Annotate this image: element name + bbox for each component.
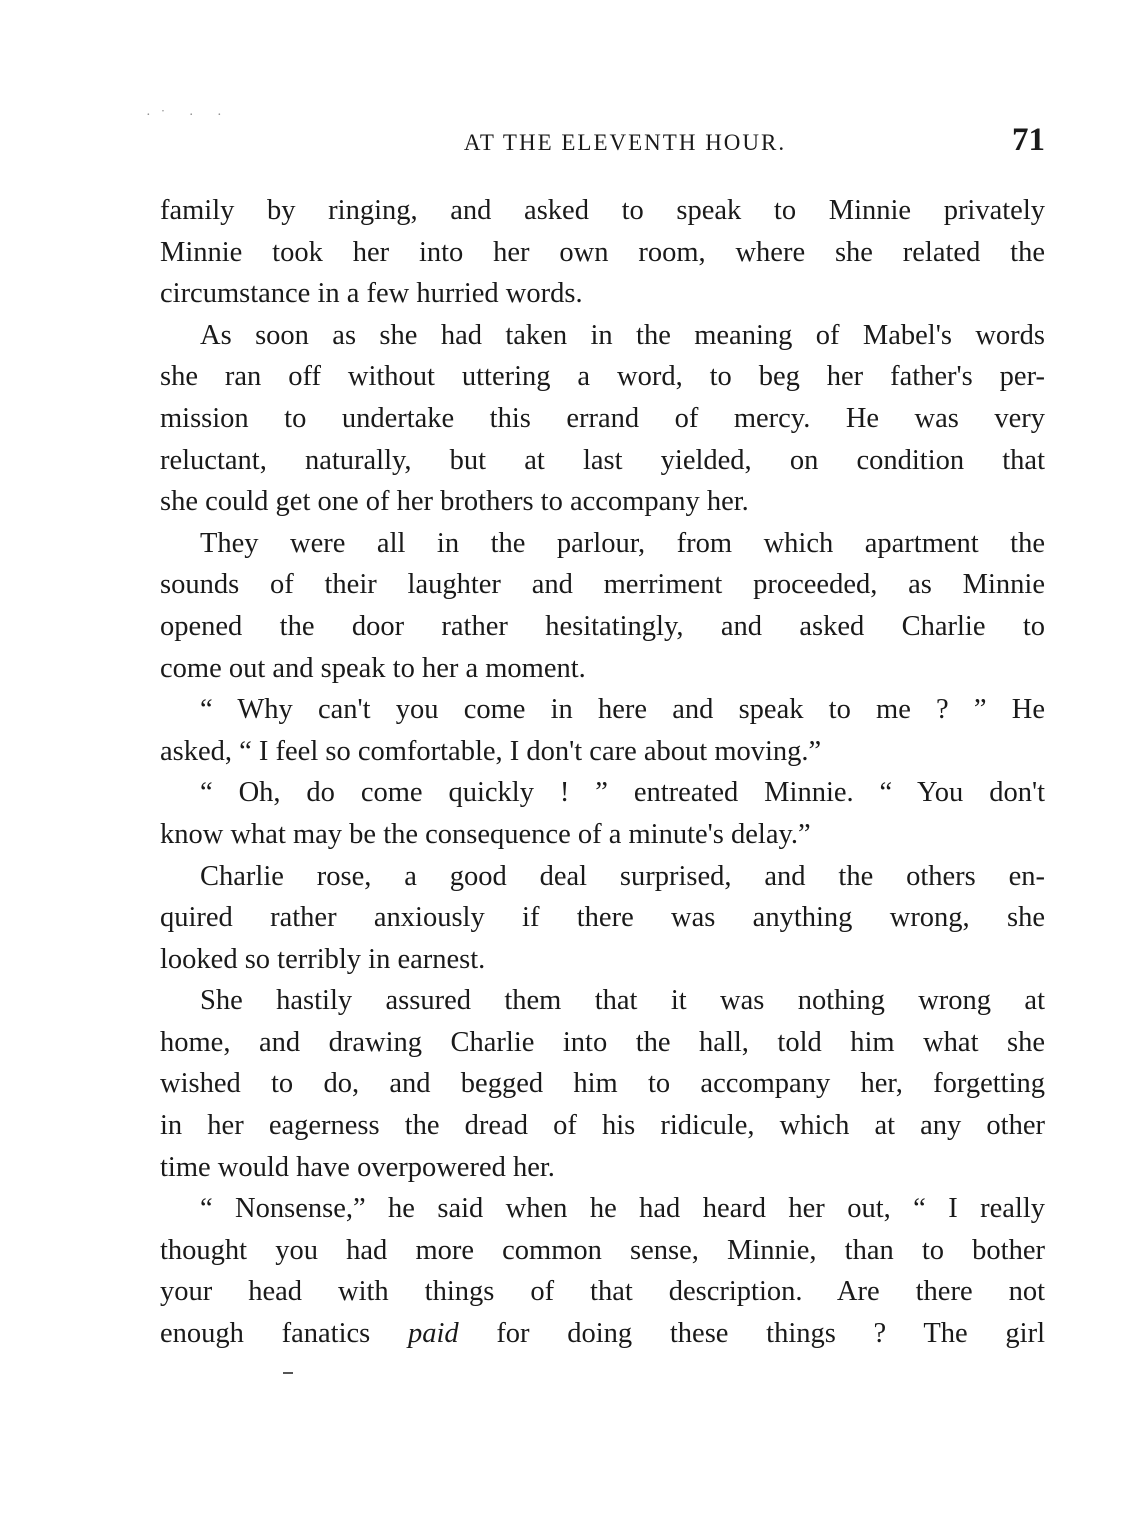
paragraph (160, 772, 1045, 855)
paragraph (160, 689, 1045, 772)
paragraph (160, 980, 1045, 1188)
text-line: wished to do, and begged him to accompany her, forgetting (160, 1068, 1045, 1100)
text-line: As soon as she had taken in the meaning of Mabel's words (200, 319, 1045, 351)
text-line: come out and speak to her a moment. (160, 652, 586, 684)
text-line: “ Oh, do come quickly ! ” entreated Minnie. “ You don't (200, 777, 1045, 809)
text-line: she could get one of her brothers to accompany her. (160, 486, 749, 518)
text-line: reluctant, naturally, but at last yielded, on condition that (160, 444, 1045, 476)
text-line: in her eagerness the dread of his ridicule, which at any other (160, 1110, 1045, 1142)
text-line (160, 1313, 1045, 1355)
text-run: for doing these things ? The girl (458, 1318, 1045, 1350)
text-line: They were all in the parlour, from which apartment the (200, 527, 1045, 559)
text-line: your head with things of that description. Are there not (160, 1276, 1045, 1308)
text-line: know what may be the consequence of a minute's delay.” (160, 818, 811, 850)
paragraph (160, 523, 1045, 689)
page-header (160, 122, 1045, 166)
scan-specks: ·˙ · · (146, 108, 232, 123)
text-line: time would have overpowered her. (160, 1151, 555, 1183)
text-line: Minnie took her into her own room, where she related the (160, 236, 1045, 268)
stray-mark (283, 1372, 293, 1374)
paragraph (160, 315, 1045, 523)
emphasis-word: paid (407, 1318, 459, 1350)
text-line: mission to undertake this errand of mercy. He was very (160, 402, 1045, 434)
paragraph (160, 1188, 1045, 1354)
running-head: AT THE ELEVENTH HOUR. (463, 130, 787, 155)
text-line: she ran off without uttering a word, to beg her father's per- (160, 361, 1045, 393)
text-line: sounds of their laughter and merriment proceeded, as Minnie (160, 569, 1045, 601)
paragraph (160, 190, 1045, 315)
text-line: “ Nonsense,” he said when he had heard her out, “ I really (200, 1193, 1045, 1225)
text-line: Charlie rose, a good deal surprised, and the others en- (200, 860, 1045, 892)
text-line: quired rather anxiously if there was anything wrong, she (160, 902, 1045, 934)
paragraph (160, 856, 1045, 981)
text-line: circumstance in a few hurried words. (160, 278, 583, 310)
text-line: thought you had more common sense, Minnie, than to bother (160, 1234, 1045, 1266)
body-text (160, 190, 1045, 1355)
page-number: 71 (1012, 122, 1045, 158)
text-run: enough fanatics (160, 1318, 408, 1350)
text-line: She hastily assured them that it was nothing wrong at (200, 985, 1045, 1017)
text-line: family by ringing, and asked to speak to Minnie privately (160, 195, 1045, 226)
text-line: asked, “ I feel so comfortable, I don't care about moving.” (160, 735, 822, 767)
text-line: opened the door rather hesitatingly, and asked Charlie to (160, 610, 1045, 642)
text-line: looked so terribly in earnest. (160, 943, 486, 975)
text-line: “ Why can't you come in here and speak to me ? ” He (200, 694, 1045, 726)
text-line: home, and drawing Charlie into the hall, told him what she (160, 1026, 1045, 1058)
